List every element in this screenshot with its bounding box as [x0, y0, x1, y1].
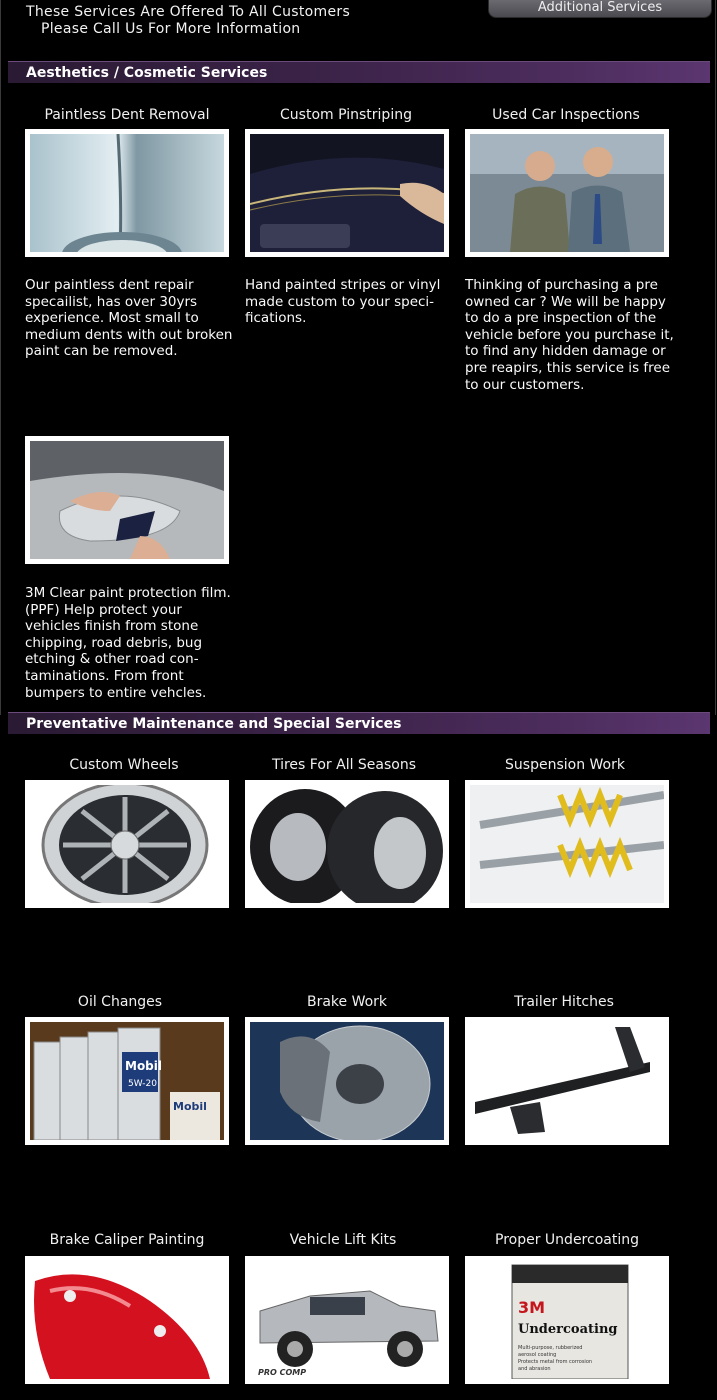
caption-oil-changes: Oil Changes: [77, 994, 163, 1010]
can-small-text-4: and abrasion: [518, 1366, 551, 1372]
lift-kit-photo: [250, 1261, 444, 1379]
oil-box-brand-text: Mobil: [173, 1100, 207, 1113]
caption-brake-work: Brake Work: [306, 994, 388, 1010]
can-small-text-2: aerosol coating: [518, 1352, 557, 1358]
left-border-line: [0, 0, 1, 715]
image-paintless-dent-removal[interactable]: [25, 129, 229, 257]
oil-photo: [30, 1022, 224, 1140]
intro-line-2: Please Call Us For More Information: [41, 21, 301, 37]
ppf-photo: [30, 441, 224, 559]
caption-proper-undercoating: Proper Undercoating: [495, 1232, 639, 1248]
section-header-cosmetic: Aesthetics / Cosmetic Services: [8, 61, 710, 83]
image-vehicle-lift-kits[interactable]: [245, 1256, 449, 1384]
caption-custom-wheels: Custom Wheels: [69, 757, 179, 773]
image-tires[interactable]: [245, 780, 449, 908]
desc-paint-protection-film: 3M Clear paint protection film. (PPF) Help protect your vehicles finish from stone chipping, road debris, bug etching & other road con-taminations. From front bumpers to entire vehcles.: [25, 585, 231, 701]
can-product-text: Undercoating: [518, 1322, 618, 1337]
image-brake-caliper-painting[interactable]: [25, 1256, 229, 1384]
desc-used-car-inspections: Thinking of purchasing a pre owned car ? We will be happy to do a pre inspection of the vehicle before you purchase it, to find any hidden damage or pre reapirs, this service is free to our customers.: [465, 277, 674, 393]
can-small-text-3: Protects metal from corrosion: [518, 1359, 593, 1365]
caption-paintless-dent-removal: Paintless Dent Removal: [44, 107, 210, 123]
image-oil-changes[interactable]: [25, 1017, 229, 1145]
image-paint-protection-film[interactable]: [25, 436, 229, 564]
inspection-photo: [470, 134, 664, 252]
image-brake-work[interactable]: [245, 1017, 449, 1145]
intro-text: [26, 4, 350, 38]
oil-brand-text: Mobil: [125, 1059, 163, 1073]
intro-line-1: These Services Are Offered To All Customers: [26, 4, 351, 20]
wheel-photo: [30, 785, 224, 903]
pinstripe-photo: [250, 134, 444, 252]
caption-brake-caliper-painting: Brake Caliper Painting: [49, 1232, 205, 1248]
undercoating-photo: [470, 1261, 664, 1379]
hitch-photo: [470, 1022, 664, 1140]
right-border-line: [715, 0, 716, 715]
brake-photo: [250, 1022, 444, 1140]
section-header-maintenance: Preventative Maintenance and Special Services: [8, 712, 710, 734]
image-custom-pinstriping[interactable]: [245, 129, 449, 257]
caption-vehicle-lift-kits: Vehicle Lift Kits: [289, 1232, 397, 1248]
image-custom-wheels[interactable]: [25, 780, 229, 908]
image-trailer-hitches[interactable]: [465, 1017, 669, 1145]
can-brand-text: 3M: [518, 1298, 546, 1317]
lift-kit-brand-text: PRO COMP: [258, 1368, 307, 1377]
caption-suspension-work: Suspension Work: [505, 757, 625, 773]
caption-used-car-inspections: Used Car Inspections: [492, 107, 640, 123]
image-used-car-inspections[interactable]: [465, 129, 669, 257]
image-proper-undercoating[interactable]: [465, 1256, 669, 1384]
desc-custom-pinstriping: Hand painted stripes or vinyl made custom to your speci-fications.: [245, 277, 441, 327]
desc-paintless-dent-removal: Our paintless dent repair specailist, has over 30yrs experience. Most small to medium dents with out broken paint can be removed.: [25, 277, 233, 360]
suspension-photo: [470, 785, 664, 903]
oil-grade-text: 5W-20: [128, 1079, 157, 1089]
additional-services-tab[interactable]: Additional Services: [488, 0, 712, 18]
tires-photo: [250, 785, 444, 903]
can-small-text-1: Multi-purpose, rubberized: [518, 1345, 583, 1351]
dent-photo: [30, 134, 224, 252]
caption-trailer-hitches: Trailer Hitches: [514, 994, 614, 1010]
caption-custom-pinstriping: Custom Pinstriping: [280, 107, 412, 123]
caption-tires: Tires For All Seasons: [271, 757, 417, 773]
image-suspension-work[interactable]: [465, 780, 669, 908]
caliper-photo: [30, 1261, 224, 1379]
